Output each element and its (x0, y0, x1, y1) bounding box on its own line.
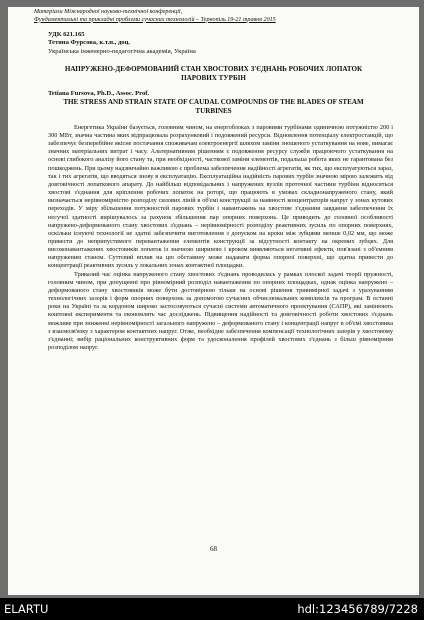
author-en: Tetiana Fursova, Ph.D., Assoc. Prof. (48, 89, 150, 97)
author-ua: Тетяна Фурсова, к.т.н., доц. (48, 39, 131, 47)
title-ua: НАПРУЖЕНО-ДЕФОРМОВАНИЙ СТАН ХВОСТОВИХ З'ЄДНАНЬ РОБОЧИХ ЛОПАТОК ПАРОВИХ ТУРБІН (64, 64, 363, 82)
paragraph-1: Енергетика України базується, головним чином, на енергоблоках з паровими турбінами одиничною потужністю 200 і 300 МВт, значна частина яких відпрацювала розрахунковий і подовжений ресурси. Відновлення потенціалу електростанцій, що забезпечує безперебійне якісне постачання споживачам електроенергії шляхом заміни зношеного устаткування на нове, вимагає значних матеріальних витрат і часу. Альтернативним рішенням є подовження ресурсу служби працюючого устаткування на основі глибокого аналізу його стану та, при необхідності, часткової заміни елементів, подальша робота яких не гарантована без пошкоджень. При цьому надзвичайно важливою є проблема забезпечення надійності агрегатів, як тих, що експлуатуються зараз, так і тих агрегатів, що вводяться знову в експлуатацію. Експлуатаційна надійність парових турбін значною мірою залежить від довговічності лопаткового апарату. До найбільш відповідальних і напружених вузлів проточної частини турбіни відносяться хвостові з'єднання для кріплення робочих лопаток на роторі, що працюють в умовах складнонапруженого стану, який визначається нерівномірністю розподілу силових ліній в об'ємі конструкції за наявності концентраторів напруг у зонах кутових переходів. У міру збільшення потужностей парових турбін і навантажень на хвостове з'єднання завдання забезпечення їх несучої здатності вирішувалось за рахунок збільшення пар опорних поверхонь. Це приводить до головної особливості напружено-деформованого стану хвостових з'єднань – нерівномірності розподілу реактивних зусиль по опорних поверхнях, оскільки існуючі технології не здатні забезпечити виготовлення з допуском на кроки між зубцями менше 0,02 мм, що може привести до неприпустимого перевантаження елементів конструкції за відсутності контакту на окремих зубцях. Для високонавантажених хвостовиків лопаток із значною шириною і кроком виявляються негативні ефекти, пов'язані з об'ємним напруженим станом. Суттєвий вплив на цю обставину може надавати форма опорної поверхні, що здатна привести до концентрації реактивних зусиль у локальних зонах контактної площадки. (48, 123, 393, 270)
affiliation: Українська інженерно-педагогічна академія, Україна (48, 47, 196, 55)
paragraph-2: Тривалий час оцінка напруженого стану хвостових з'єднань проводилась у рамках плоскої задачі теорії пружності, головним чином, при допущенні про рівномірний розподіл навантаження по опорних площадках, однак оцінка напружено – деформованого стану хвостовиків може бути достовірною тільки на основі рішення тривимірної задачі з урахуванням технологічних зазорів і форм опорних поверхонь за допомогою сучасних обчислювальних комплексів та програм. В останні роки на Україні та за кордоном широко застосовуються сучасні системи автоматичного проектування (САПР), які замінюють коштовні експерименти та економлять час досліджень. Підвищення надійності та довговічності роботи хвостових з'єднань можливе при зниженні нерівномірності загального напружено – деформованого стану і концентрації напруг в об'ємі хвостовика з взаємозв'язку з характером контактних напруг. Отже, необхідне забезпечення компенсації технологічних зазорів у хвостовому з'єднанні; вибір раціональних конструктивних форм та удосконалення профілей хвостових з'єднань з більш рівномірним розподілом напруг. (48, 270, 393, 352)
repository-name: ELARTU (4, 602, 49, 616)
running-header (34, 9, 379, 24)
document-page (8, 7, 419, 595)
page-number: 68 (210, 545, 217, 553)
header-line-1: Матеріали Міжнародної науково-технічної конференції, (34, 9, 183, 15)
title-en: THE STRESS AND STRAIN STATE OF CAUDAL COMPOUNDS OF THE BLADES OF STEAM TURBINES (63, 97, 364, 115)
handle-id: hdl:123456789/7228 (297, 602, 418, 616)
article-body (48, 124, 393, 352)
article-meta (48, 31, 419, 56)
viewer-footer-bar (0, 598, 424, 620)
header-line-2: Фундаментальні та прикладні проблеми сучасних технологій – Тернопіль 19-21 травня 2015 (34, 16, 276, 23)
udc-code: УДК 621.165 (48, 31, 85, 39)
